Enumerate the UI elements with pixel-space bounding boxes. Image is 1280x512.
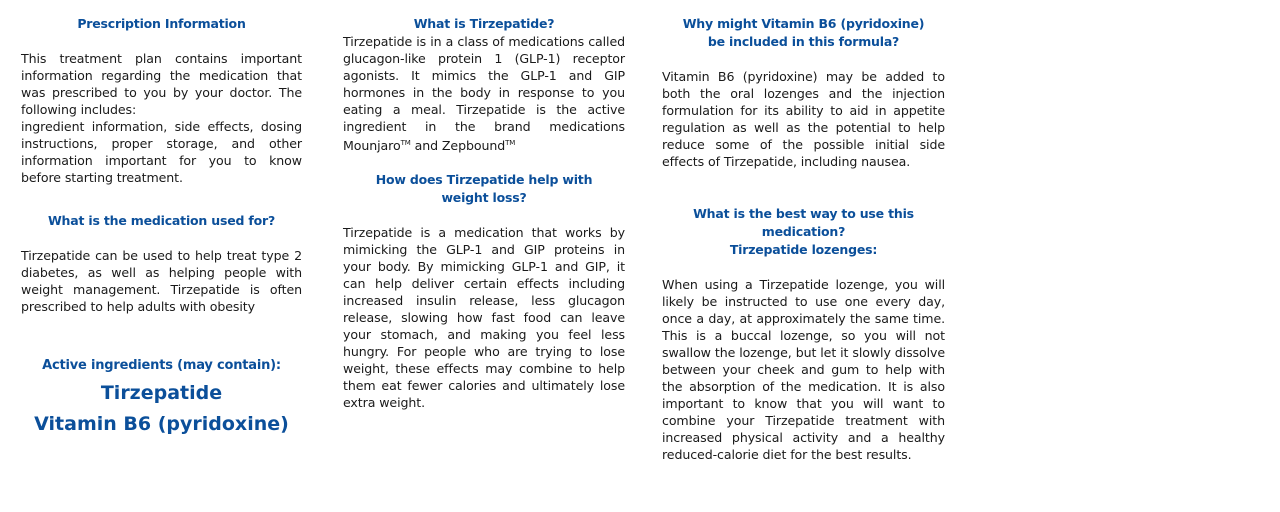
heading-what-is-tirzepatide: What is Tirzepatide? [413, 16, 555, 31]
section-medication-use [21, 212, 302, 230]
paragraph: When using a Tirzepatide lozenge, you will likely be instructed to use one every day, once a day, at approximately the same time. This is a buccal lozenge, so you will not swallow the lozenge, but let it slowly dissolve between your cheek and gum to help with the absorption of the medication. It is also important to know that you will want to combine your Tirzepatide treatment with increased physical activity and a healthy reduced-calorie diet for the best results. [662, 277, 945, 462]
prescription-intro [21, 50, 302, 186]
trademark-mark: TM [400, 139, 411, 147]
heading-best-way-to-use [662, 205, 945, 259]
ingredient-vitamin-b6: Vitamin B6 (pyridoxine) [34, 413, 289, 435]
heading-line: medication? [761, 224, 846, 239]
heading-medication-use: What is the medication used for? [47, 213, 276, 228]
heading-prescription-information: Prescription Information [77, 16, 246, 31]
heading-line: be included in this formula? [707, 34, 900, 49]
heading-line: weight loss? [441, 190, 527, 205]
heading-line: Why might Vitamin B6 (pyridoxine) [682, 16, 925, 31]
trademark-mark: TM [505, 139, 516, 147]
section-best-way-to-use [662, 205, 945, 259]
heading-why-vitamin-b6 [662, 15, 945, 51]
section-active-ingredients [21, 357, 302, 440]
how-does-it-help-body [343, 224, 625, 411]
paragraph: Vitamin B6 (pyridoxine) may be added to both the oral lozenges and the injection formulation for its ability to aid in appetite regulation as well as the potential to help reduce some of the possible initial side effects of Tirzepatide, including nausea. [662, 69, 945, 169]
why-vitamin-b6-body [662, 68, 945, 170]
ingredient-tirzepatide: Tirzepatide [100, 382, 223, 404]
heading-active-ingredients: Active ingredients (may contain): [42, 358, 281, 373]
best-way-to-use-body [662, 276, 945, 463]
paragraph: Tirzepatide can be used to help treat type 2 diabetes, as well as helping people with weight management. Tirzepatide is often prescribed to help adults with obesity [21, 248, 302, 314]
heading-how-does-it-help [343, 171, 625, 207]
subheading-lozenges: Tirzepatide lozenges: [729, 242, 878, 257]
paragraph: Tirzepatide is a medication that works by mimicking the GLP-1 and GIP proteins in your body. By mimicking GLP-1 and GIP, it can help deliver certain effects including increased insulin release, less glucagon release, slowing how fast food can leave your stomach, and making you feel less hungry. For people who are trying to lose weight, these effects may combine to help them eat fewer calories and ultimately lose extra weight. [343, 225, 625, 410]
medication-use-body [21, 247, 302, 315]
heading-line: What is the best way to use this [693, 206, 914, 221]
heading-line: How does Tirzepatide help with [375, 172, 593, 187]
paragraph-text: Tirzepatide is in a class of medications called glucagon-like protein 1 (GLP-1) receptor agonists. It mimics the GLP-1 and GIP hormones in the body in response to you eating a meal. Tirzepatide is the active ingredient in the brand medications Mounjaro [343, 34, 625, 153]
section-what-is-tirzepatide [343, 15, 625, 154]
paragraph: ingredient information, side effects, dosing instructions, proper storage, and other information important for you to know before starting treatment. [21, 119, 302, 185]
paragraph: This treatment plan contains important information regarding the medication that was prescribed to you by your doctor. The following includes: [21, 51, 302, 117]
section-how-does-it-help [343, 171, 625, 207]
section-prescription-information [21, 15, 302, 33]
section-why-vitamin-b6 [662, 15, 945, 51]
paragraph-text: and Zepbound [414, 138, 506, 153]
paragraph [343, 33, 625, 154]
